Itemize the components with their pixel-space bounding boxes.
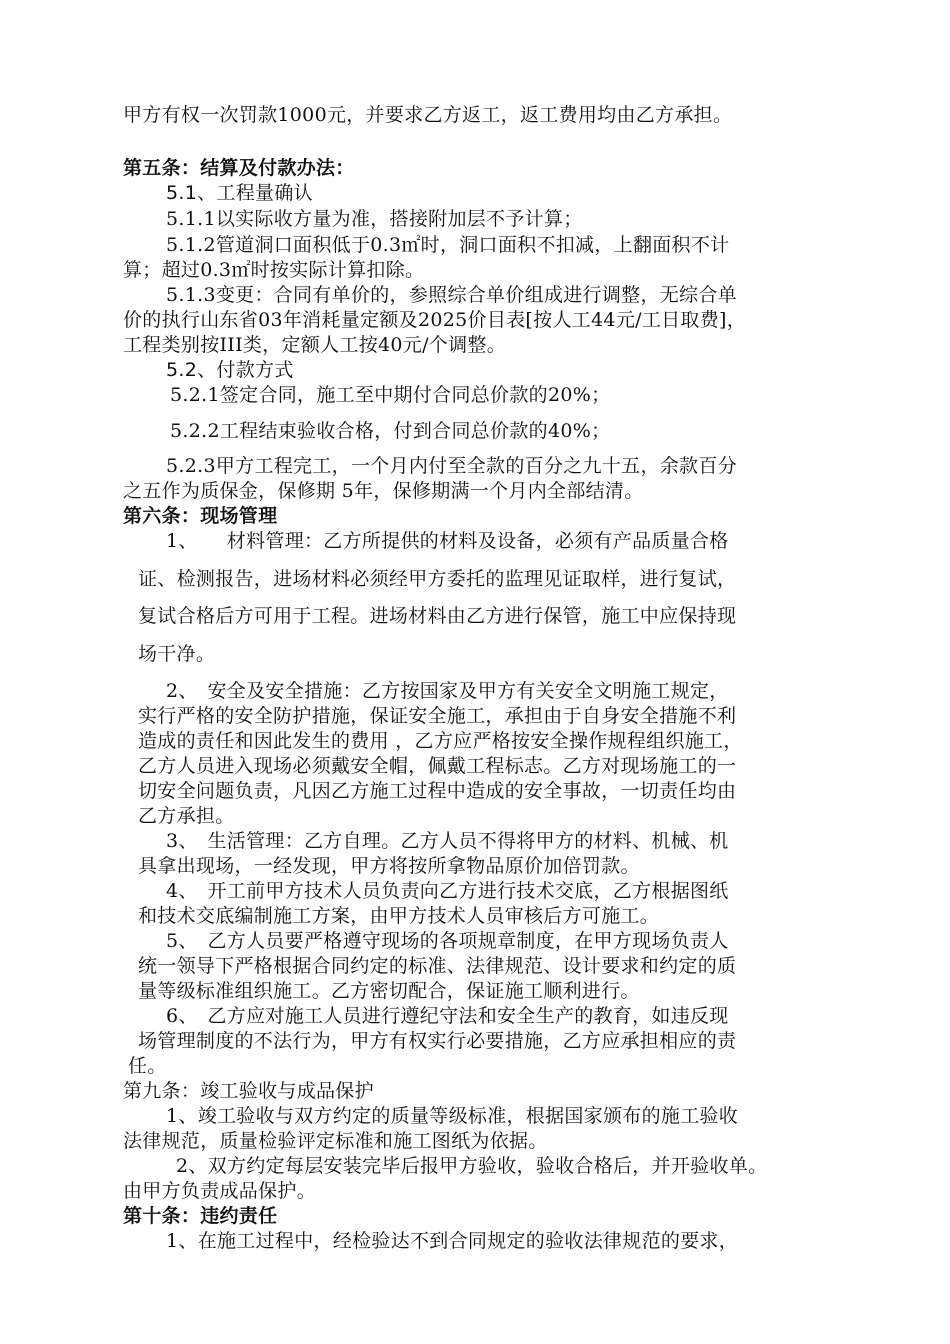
text-line: 实行严格的安全防护措施，保证安全施工，承担由于自身安全措施不利 <box>138 705 737 727</box>
text-line: 任。 <box>128 1055 167 1077</box>
text-line: 5、 乙方人员要严格遵守现场的各项规章制度，在甲方现场负责人 <box>166 930 729 952</box>
text-line: 6、 乙方应对施工人员进行遵纪守法和安全生产的教育，如违反现 <box>166 1005 729 1027</box>
text-line: 法律规范，质量检验评定标准和施工图纸为依据。 <box>123 1130 548 1152</box>
text-line: 甲方有权一次罚款1000元，并要求乙方返工，返工费用均由乙方承担。 <box>123 104 733 126</box>
text-line: 5.1.2管道洞口面积低于0.3㎡时，洞口面积不扣减，上翻面积不计 <box>166 234 730 256</box>
text-line: 切安全问题负责，凡因乙方施工过程中造成的安全事故，一切责任均由 <box>138 780 737 802</box>
text-line: 量等级标准组织施工。乙方密切配合，保证施工顺利进行。 <box>138 980 640 1002</box>
section-heading-article-9: 第九条：竣工验收与成品保护 <box>123 1080 374 1102</box>
text-line: 之五作为质保金，保修期 5年，保修期满一个月内全部结清。 <box>123 480 644 502</box>
text-line: 4、 开工前甲方技术人员负责向乙方进行技术交底，乙方根据图纸 <box>166 880 729 902</box>
text-line: 2、 安全及安全措施：乙方按国家及甲方有关安全文明施工规定， <box>166 680 729 702</box>
text-line: 复试合格后方可用于工程。进场材料由乙方进行保管，施工中应保持现 <box>138 605 737 627</box>
section-heading-article-10: 第十条：违约责任 <box>123 1205 278 1227</box>
subsection-heading: 5.2、付款方式 <box>166 359 294 381</box>
text-line: 和技术交底编制施工方案，由甲方技术人员审核后方可施工。 <box>138 905 660 927</box>
text-line: 5.2.3甲方工程完工，一个月内付至全款的百分之九十五，余款百分 <box>166 455 737 477</box>
text-line: 3、 生活管理：乙方自理。乙方人员不得将甲方的材料、机械、机 <box>166 830 729 852</box>
text-line: 5.1.3变更：合同有单价的，参照综合单价组成进行调整，无综合单 <box>166 284 737 306</box>
text-line: 场管理制度的不法行为，甲方有权实行必要措施，乙方应承担相应的责 <box>138 1030 737 1052</box>
text-line: 证、检测报告，进场材料必须经甲方委托的监理见证取样，进行复试， <box>138 568 737 590</box>
text-line: 由甲方负责成品保护。 <box>123 1180 317 1202</box>
text-line: 统一领导下严格根据合同约定的标准、法律规范、设计要求和约定的质 <box>138 955 737 977</box>
text-line: 1、在施工过程中，经检验达不到合同规定的验收法律规范的要求， <box>166 1230 739 1252</box>
section-heading-article-6: 第六条：现场管理 <box>123 505 278 527</box>
text-line: 1、 材料管理：乙方所提供的材料及设备，必须有产品质量合格 <box>166 530 729 552</box>
text-line: 场干净。 <box>138 643 216 665</box>
text-line: 价的执行山东省03年消耗量定额及2025价目表[按人工44元/工日取费]， <box>123 309 747 331</box>
text-line: 乙方承担。 <box>138 805 235 827</box>
text-line: 5.1.1以实际收方量为准，搭接附加层不予计算； <box>166 208 583 230</box>
text-line: 1、竣工验收与双方约定的质量等级标准，根据国家颁布的施工验收 <box>166 1105 739 1127</box>
section-heading-article-5: 第五条：结算及付款办法： <box>123 157 355 179</box>
text-line: 5.2.1签定合同，施工至中期付合同总价款的20%； <box>170 384 611 406</box>
text-line: 算；超过0.3㎡时按实际计算扣除。 <box>123 259 425 281</box>
text-line: 造成的责任和因此发生的费用 ，乙方应严格按安全操作规程组织施工， <box>138 730 743 752</box>
text-line: 乙方人员进入现场必须戴安全帽，佩戴工程标志。乙方对现场施工的一 <box>138 755 737 777</box>
text-line: 2、双方约定每层安装完毕后报甲方验收，验收合格后，并开验收单。 <box>176 1155 768 1177</box>
subsection-heading: 5.1、工程量确认 <box>166 182 313 204</box>
text-line: 5.2.2工程结束验收合格，付到合同总价款的40%； <box>170 420 611 442</box>
text-line: 具拿出现场，一经发现，甲方将按所拿物品原价加倍罚款。 <box>138 855 640 877</box>
text-line: 工程类别按III类，定额人工按40元/个调整。 <box>123 334 506 356</box>
